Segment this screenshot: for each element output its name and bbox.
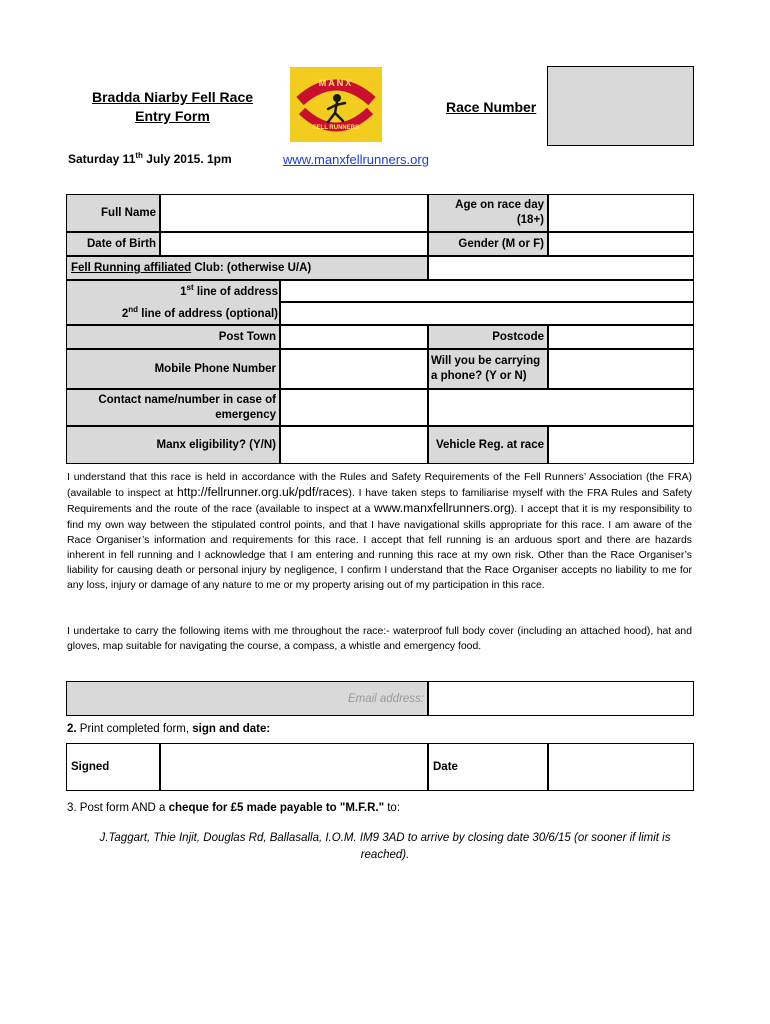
race-number-box[interactable] [547,66,694,146]
club-label: Fell Running affiliated Club: (otherwise U/A) [66,256,428,280]
fra-rules-link[interactable]: http://fellrunner.org.uk/pdf/races [177,485,349,500]
post-town-label: Post Town [66,325,280,349]
vehicle-reg-field[interactable] [548,426,694,464]
club-field[interactable] [428,256,694,280]
age-label: Age on race day (18+) [428,194,548,232]
phone-question-field[interactable] [548,349,694,389]
postal-address: J.Taggart, Thie Injit, Douglas Rd, Ballasalla, I.O.M. IM9 3AD to arrive by closing date 30/6/15 (or sooner if limit is reached). [99,832,671,861]
address-line1-label: 1st line of address [180,283,278,298]
kit-paragraph: I undertake to carry the following items with me throughout the race:- waterproof full body cover (including an attached hood), hat and gloves, map suitable for navigating the course, a compass, a whistle and emergency food. [67,626,692,653]
email-field[interactable] [428,681,694,716]
race-title: Bradda Niarby Fell Race Entry Form [91,89,254,124]
postcode-field[interactable] [548,325,694,349]
step3-instruction: 3. Post form AND a cheque for £5 made payable to "M.F.R." to: [67,802,401,814]
mfr-website-link[interactable]: www.manxfellrunners.org [374,501,511,516]
manx-fell-runners-logo [290,67,382,142]
step2-instruction: 2. Print completed form, sign and date: [67,723,271,735]
email-label: Email address: [66,681,428,716]
vehicle-reg-label: Vehicle Reg. at race [428,426,548,464]
agreement-paragraph: I understand that this race is held in accordance with the Rules and Safety Requirements of the Fell Runners’ Association (the FRA) (available to inspect at http://fellrunner.org.uk/pdf/races). I have taken steps to familiarise myself with the FRA Rules and Safety Requirements and the route of the race (available to inspect at a www.manxfellrunners.org). I accept that it is my responsibility to find my own way between the stipulated control points, and that I have navigational skills appropriate for this race. I am aware of the Race Organiser’s information and requirements for this race. I accept that fell running is an arduous sport and there are hazards inherent in fell running and I acknowledge that I am entering and running this race at my own risk. Other than the Race Organiser’s liability for causing death or personal injury by negligence, I confirm I understand that the Race Organiser accepts no liability to me for any loss, injury or damage of any nature to me or my property arising out of my participation in this race. [67,472,692,592]
emergency-contact-field-b[interactable] [428,389,694,426]
address-line1-field[interactable] [280,280,694,302]
phone-question-label: Will you be carrying a phone? (Y or N) [428,349,548,389]
signed-label: Signed [66,743,160,791]
date-label: Date [428,743,548,791]
signature-field[interactable] [160,743,428,791]
race-date: Saturday 11th July 2015. 1pm [68,151,232,166]
gender-field[interactable] [548,232,694,256]
manx-eligibility-label: Manx eligibility? (Y/N) [66,426,280,464]
full-name-field[interactable] [160,194,428,232]
mobile-label: Mobile Phone Number [66,349,280,389]
post-town-field[interactable] [280,325,428,349]
dob-field[interactable] [160,232,428,256]
address-line2-field[interactable] [280,302,694,325]
logo-text-top: MANX [318,78,354,88]
website-link[interactable]: www.manxfellrunners.org [283,152,429,167]
gender-label: Gender (M or F) [428,232,548,256]
emergency-contact-field-a[interactable] [280,389,428,426]
manx-eligibility-field[interactable] [280,426,428,464]
mobile-field[interactable] [280,349,428,389]
date-field[interactable] [548,743,694,791]
address-line2-label: 2nd line of address (optional) [121,305,278,320]
logo-text-bottom: FELL RUNNERS [312,125,360,131]
emergency-contact-label: Contact name/number in case of emergency [66,389,280,426]
full-name-label: Full Name [66,194,160,232]
postcode-label: Postcode [428,325,548,349]
dob-label: Date of Birth [66,232,160,256]
age-field[interactable] [548,194,694,232]
race-number-label: Race Number [446,99,537,115]
